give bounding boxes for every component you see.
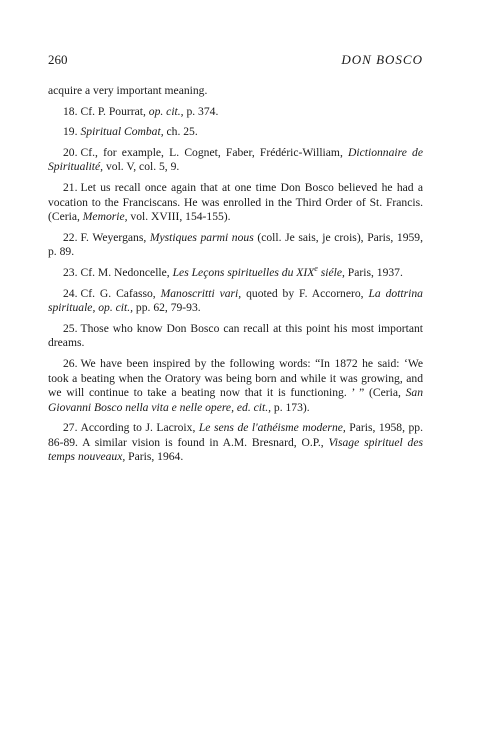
note-citation-title: siéle,: [317, 265, 345, 279]
note-citation-title: Spiritual Combat,: [80, 125, 164, 139]
note-text: F. Weyergans,: [80, 230, 150, 244]
endnote-18: [48, 105, 423, 120]
note-number: 19.: [63, 125, 78, 139]
note-text: Cf. G. Cafasso,: [80, 286, 161, 300]
note-text: ch. 25.: [163, 125, 198, 139]
endnote-22: [48, 231, 423, 260]
note-text: p. 173).: [271, 400, 310, 414]
note-text: Paris, 1964.: [125, 450, 184, 464]
note-number: 24.: [63, 286, 78, 300]
note-number: 25.: [63, 321, 78, 335]
note-citation-title: op. cit.,: [148, 104, 184, 118]
note-citation-title: La dottrina spirituale, op. cit.,: [48, 286, 423, 315]
endnote-25: [48, 322, 423, 351]
endnote-19: [48, 125, 423, 140]
note-citation-title: e: [314, 264, 318, 274]
endnote-20: [48, 146, 423, 175]
note-citation-title: Visage spirituel des temps nouveaux,: [48, 435, 424, 464]
endnote-21: [48, 181, 423, 225]
note-text: Paris, 1958, pp. 86-89. A similar vision is found in A.M. Bresnard, O.P.,: [48, 421, 423, 449]
note-text: Let us recall once again that at one time Don Bosco believed he had a vocation to the Franciscans. He was enrolled in the Third Order of St. Francis. (Ceria,: [48, 180, 423, 224]
note-number: 18.: [63, 104, 78, 118]
note-text: vol. XVIII, 154-155).: [127, 210, 231, 224]
note-continuation: [48, 84, 423, 99]
note-text: acquire a very important meaning.: [48, 84, 208, 97]
note-citation-title: Manoscritti vari,: [160, 286, 242, 300]
note-text: Cf. P. Pourrat,: [80, 104, 149, 118]
note-number: 26.: [63, 356, 78, 370]
note-text: Those who know Don Bosco can recall at this point his most important dreams.: [48, 321, 423, 350]
note-citation-title: Le sens de l'athéisme moderne,: [198, 421, 346, 435]
note-number: 20.: [63, 145, 78, 159]
note-citation-title: Dictionnaire de Spiritualité,: [48, 145, 423, 174]
note-citation-title: Memorie,: [82, 210, 128, 224]
note-text: According to J. Lacroix,: [80, 421, 199, 435]
note-text: pp. 62, 79-93.: [133, 301, 201, 315]
endnote-23: [48, 266, 423, 281]
note-text: Paris, 1937.: [344, 265, 403, 279]
running-title: DON BOSCO: [341, 52, 423, 67]
note-text: Cf. M. Nedoncelle,: [80, 265, 173, 279]
note-number: 23.: [63, 265, 78, 279]
endnote-24: [48, 287, 423, 316]
note-text: We have been inspired by the following words: “In 1872 he said: ‘We took a beating when the Oratory was being born and while it was growing, and we will continue to take a beating now that it is functioning. ’ ” (Ceria,: [48, 356, 423, 400]
note-citation-title: Les Leçons spirituelles du XIX: [172, 265, 315, 279]
running-header: [48, 52, 423, 68]
note-number: 27.: [63, 421, 78, 435]
page-number: 260: [48, 52, 68, 67]
note-text: Cf., for example, L. Cognet, Faber, Frédéric-William,: [80, 145, 349, 159]
endnote-26: [48, 357, 423, 415]
endnote-27: [48, 421, 423, 465]
note-citation-title: Mystiques parmi nous: [149, 230, 254, 244]
note-text: (coll. Je sais, je crois), Paris, 1959, p. 89.: [48, 230, 423, 259]
note-number: 22.: [63, 230, 78, 244]
note-citation-title: San Giovanni Bosco nella vita e nelle opere, ed. cit.,: [48, 386, 423, 414]
note-text: p. 374.: [183, 104, 219, 118]
note-text: vol. V, col. 5, 9.: [103, 160, 180, 174]
endnotes-list: [48, 84, 423, 465]
document-page: [48, 52, 423, 471]
note-number: 21.: [63, 180, 78, 194]
note-text: quoted by F. Accornero,: [241, 286, 369, 300]
